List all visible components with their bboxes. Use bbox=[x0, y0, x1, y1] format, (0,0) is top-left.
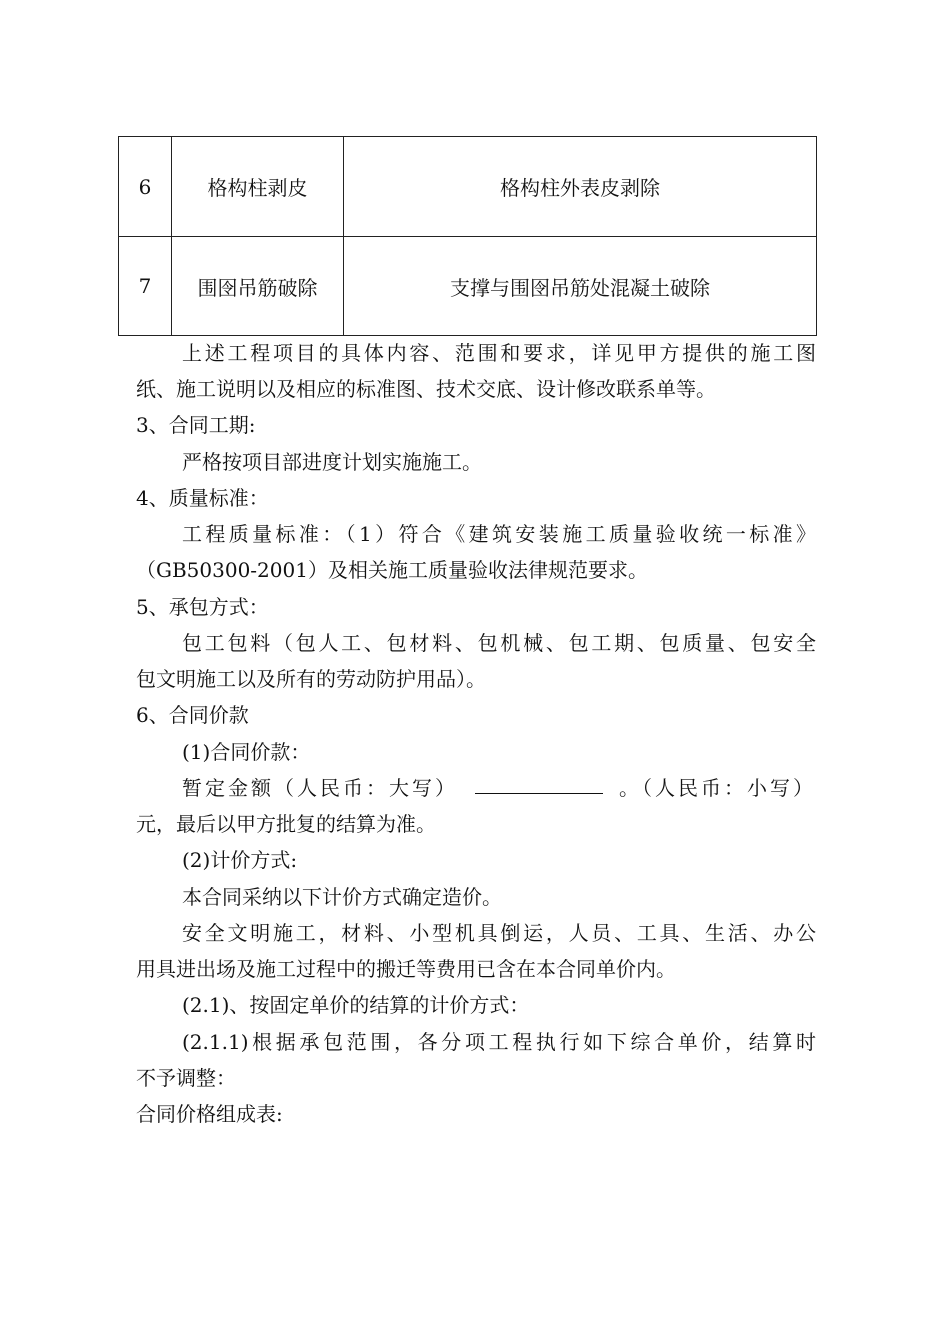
unit-price-line-1: (2.1.1)根据承包范围，各分项工程执行如下综合单价，结算时 bbox=[182, 1030, 816, 1054]
scope-paragraph-line-2: 纸、施工说明以及相应的标准图、技术交底、设计修改联系单等。 bbox=[136, 377, 716, 401]
quality-standard-line-1: 工程质量标准：（1）符合《建筑安装施工质量验收统一标准》 bbox=[182, 522, 816, 546]
amount-line bbox=[182, 771, 816, 805]
row-description: 支撑与围囹吊筋处混凝土破除 bbox=[344, 237, 817, 336]
scope-paragraph-line-1: 上述工程项目的具体内容、范围和要求，详见甲方提供的施工图 bbox=[182, 341, 816, 365]
subheading-fixed-unit-price: (2.1)、按固定单价的结算的计价方式： bbox=[182, 993, 530, 1017]
contract-mode-line-2: 包文明施工以及所有的劳动防护用品）。 bbox=[136, 667, 486, 691]
contract-mode-line-1: 包工包料（包人工、包材料、包机械、包工期、包质量、包安全 bbox=[182, 631, 816, 655]
table-row bbox=[119, 237, 817, 336]
table-row bbox=[119, 137, 817, 237]
heading-contract-period: 3、合同工期: bbox=[136, 413, 256, 437]
row-number: 6 bbox=[119, 137, 172, 237]
contract-period-text: 严格按项目部进度计划实施施工。 bbox=[182, 450, 482, 474]
subheading-contract-price: (1)合同价款： bbox=[182, 740, 311, 764]
price-table-caption: 合同价格组成表: bbox=[136, 1102, 283, 1126]
scope-table bbox=[118, 136, 817, 336]
safety-paragraph-line-1: 安全文明施工，材料、小型机具倒运，人员、工具、生活、办公 bbox=[182, 921, 816, 945]
heading-contract-mode: 5、承包方式： bbox=[136, 595, 269, 619]
pricing-method-text: 本合同采纳以下计价方式确定造价。 bbox=[182, 885, 502, 909]
quality-standard-line-2: （GB50300-2001）及相关施工质量验收法律规范要求。 bbox=[136, 558, 648, 582]
amount-line-2: 元，最后以甲方批复的结算为准。 bbox=[136, 812, 436, 836]
heading-quality-standard: 4、质量标准： bbox=[136, 486, 269, 510]
unit-price-line-2: 不予调整： bbox=[136, 1066, 236, 1090]
heading-contract-price: 6、合同价款 bbox=[136, 703, 249, 727]
subheading-pricing-method: (2)计价方式: bbox=[182, 848, 298, 872]
row-item: 围囹吊筋破除 bbox=[172, 237, 344, 336]
amount-blank-field[interactable] bbox=[475, 771, 603, 794]
row-description: 格构柱外表皮剥除 bbox=[344, 137, 817, 237]
row-number: 7 bbox=[119, 237, 172, 336]
amount-small-label: 。（人民币：小写） bbox=[619, 776, 816, 800]
row-item: 格构柱剥皮 bbox=[172, 137, 344, 237]
amount-label: 暂定金额（人民币：大写） bbox=[182, 776, 458, 800]
safety-paragraph-line-2: 用具进出场及施工过程中的搬迁等费用已含在本合同单价内。 bbox=[136, 957, 676, 981]
